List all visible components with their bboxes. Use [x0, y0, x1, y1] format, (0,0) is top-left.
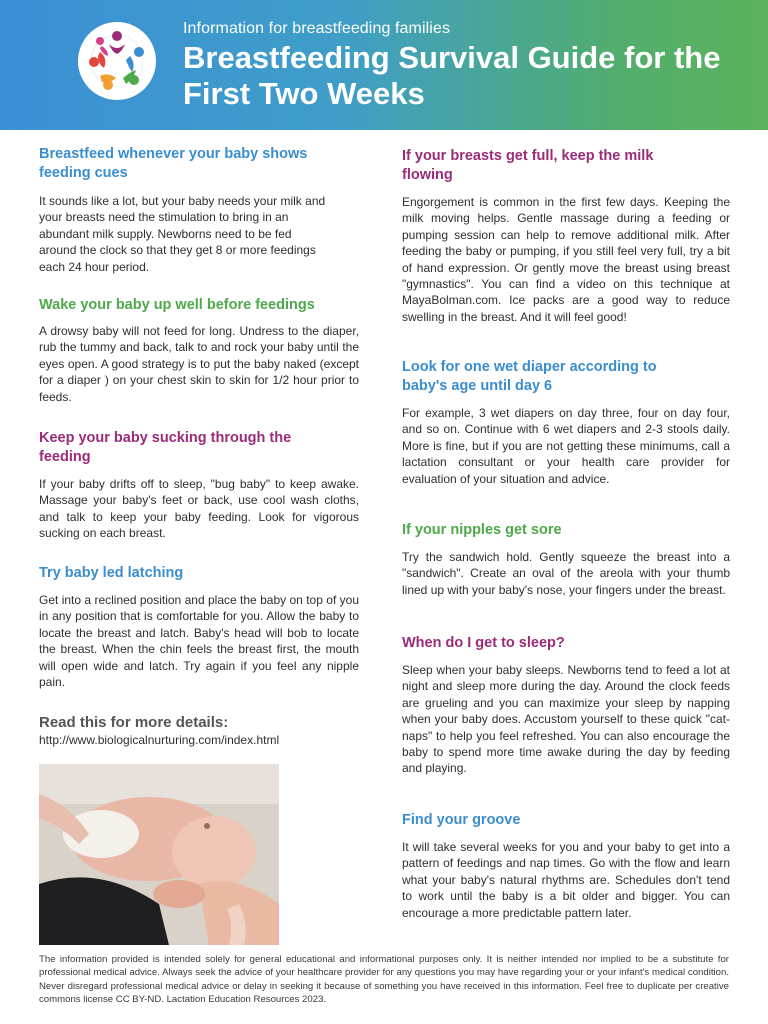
section-heading: When do I get to sleep? [402, 635, 565, 651]
section-baby-led-latching [39, 564, 359, 690]
section-text: A drowsy baby will not feed for long. Undress to the diaper, rub the tummy and back, talk to and rock your baby until the eyes open. A good strategy is to put the baby naked (except for a diaper ) on your chest skin to skin for 1/2 hour prior to feeds. [39, 324, 359, 404]
section-wake-baby [39, 296, 359, 405]
section-groove [402, 811, 730, 921]
section-heading: If your nipples get sore [402, 522, 562, 538]
section-sore-nipples [402, 521, 730, 598]
section-text: Try the sandwich hold. Gently squeeze the breast into a "sandwich". Create an oval of the areola with your thumb lined up with your baby's nose, your fingers under the breast. [402, 550, 730, 597]
page-title: Breastfeeding Survival Guide for the First Two Weeks [183, 40, 721, 111]
section-keep-sucking [39, 429, 359, 542]
section-feeding-cues [39, 145, 359, 275]
section-text: If your baby drifts off to sleep, "bug baby" to keep awake. Massage your baby's feet or back, use cool wash cloths, and talk to keep your baby feeding. Look for vigorous sucking on each breast. [39, 477, 359, 541]
section-heading: If your breasts get full, keep the milk flowing [402, 148, 654, 183]
section-more-details [39, 713, 359, 747]
section-text: It sounds like a lot, but your baby needs your milk and your breasts need the stimulation to bring in an abundant milk supply. Newborns need to be fed around the clock so that they get 8 or more feedings each 24 hour period. [39, 194, 326, 274]
section-heading: Look for one wet diaper according to baby's age until day 6 [402, 359, 657, 394]
section-breasts-full [402, 147, 730, 325]
header-subtitle: Information for breastfeeding families [183, 20, 451, 37]
breastfeeding-photo [39, 764, 279, 945]
biological-nurturing-link[interactable]: http://www.biologicalnurturing.com/index.html [39, 733, 280, 747]
section-heading: Wake your baby up well before feedings [39, 297, 315, 313]
section-heading: Keep your baby sucking through the feeding [39, 430, 292, 465]
section-heading: Breastfeed whenever your baby shows feeding cues [39, 146, 308, 181]
section-text: Get into a reclined position and place the baby on top of you in any position that is comfortable for you. Allow the baby to locate the breast and latch. Baby's head will bob to locate the breast. When the chin feels the breast first, the mouth will open wide and latch. Try again if you feel any nipple pain. [39, 593, 359, 690]
family-circle-logo-icon [78, 22, 156, 100]
disclaimer-footer: The information provided is intended solely for general educational and informational purposes only. It is neither intended nor implied to be a substitute for professional medical advice. Always seek the advice of your healthcare provider for any questions you may have regarding your or your infant's medical condition. Never disregard professional medical advice or delay in seeking it because of something you have received in this information. Feel free to duplicate per creative commons license CC BY-ND. Lactation Education Resources 2023. [39, 954, 729, 1006]
section-sleep [402, 634, 730, 777]
section-wet-diapers [402, 358, 730, 487]
section-text: For example, 3 wet diapers on day three, four on day four, and so on. Continue with 6 wet diapers and 2-3 stools daily. More is fine, but if you are not getting these minimums, call a lactation consultant or your health care provider for evaluation of your situation and advice. [402, 406, 730, 486]
section-heading: Find your groove [402, 812, 521, 828]
section-text: Sleep when your baby sleeps. Newborns tend to feed a lot at night and sleep more during the day. Around the clock feeds are grueling and you can maximize your sleep by napping when your baby does. Accustom yourself to these quick "cat-naps" to help you feel refreshed. You can also encourage the baby to spend more time awake during the day by feeding and playing. [402, 663, 730, 776]
section-text: It will take several weeks for you and your baby to get into a pattern of feedings and nap times. Go with the flow and learn what your baby's natural rhythms are. Schedules don't tend to work until the baby is a bit older and bigger. You can encourage a more predictable pattern later. [402, 840, 730, 920]
section-text: Engorgement is common in the first few days. Keeping the milk moving helps. Gentle massage during a feeding or pumping session can help to remove additional milk. After feeding the baby or pumping, if you still feel very full, try a bit of hand expression. Or gently move the breast using breast "gymnastics". You can find a video on this technique at MayaBolman.com. Ice packs are a good way to reduce swelling in the breast. And it will feel good! [402, 195, 730, 324]
header-banner [0, 0, 768, 130]
section-heading: Try baby led latching [39, 565, 184, 581]
section-heading: Read this for more details: [39, 714, 229, 731]
